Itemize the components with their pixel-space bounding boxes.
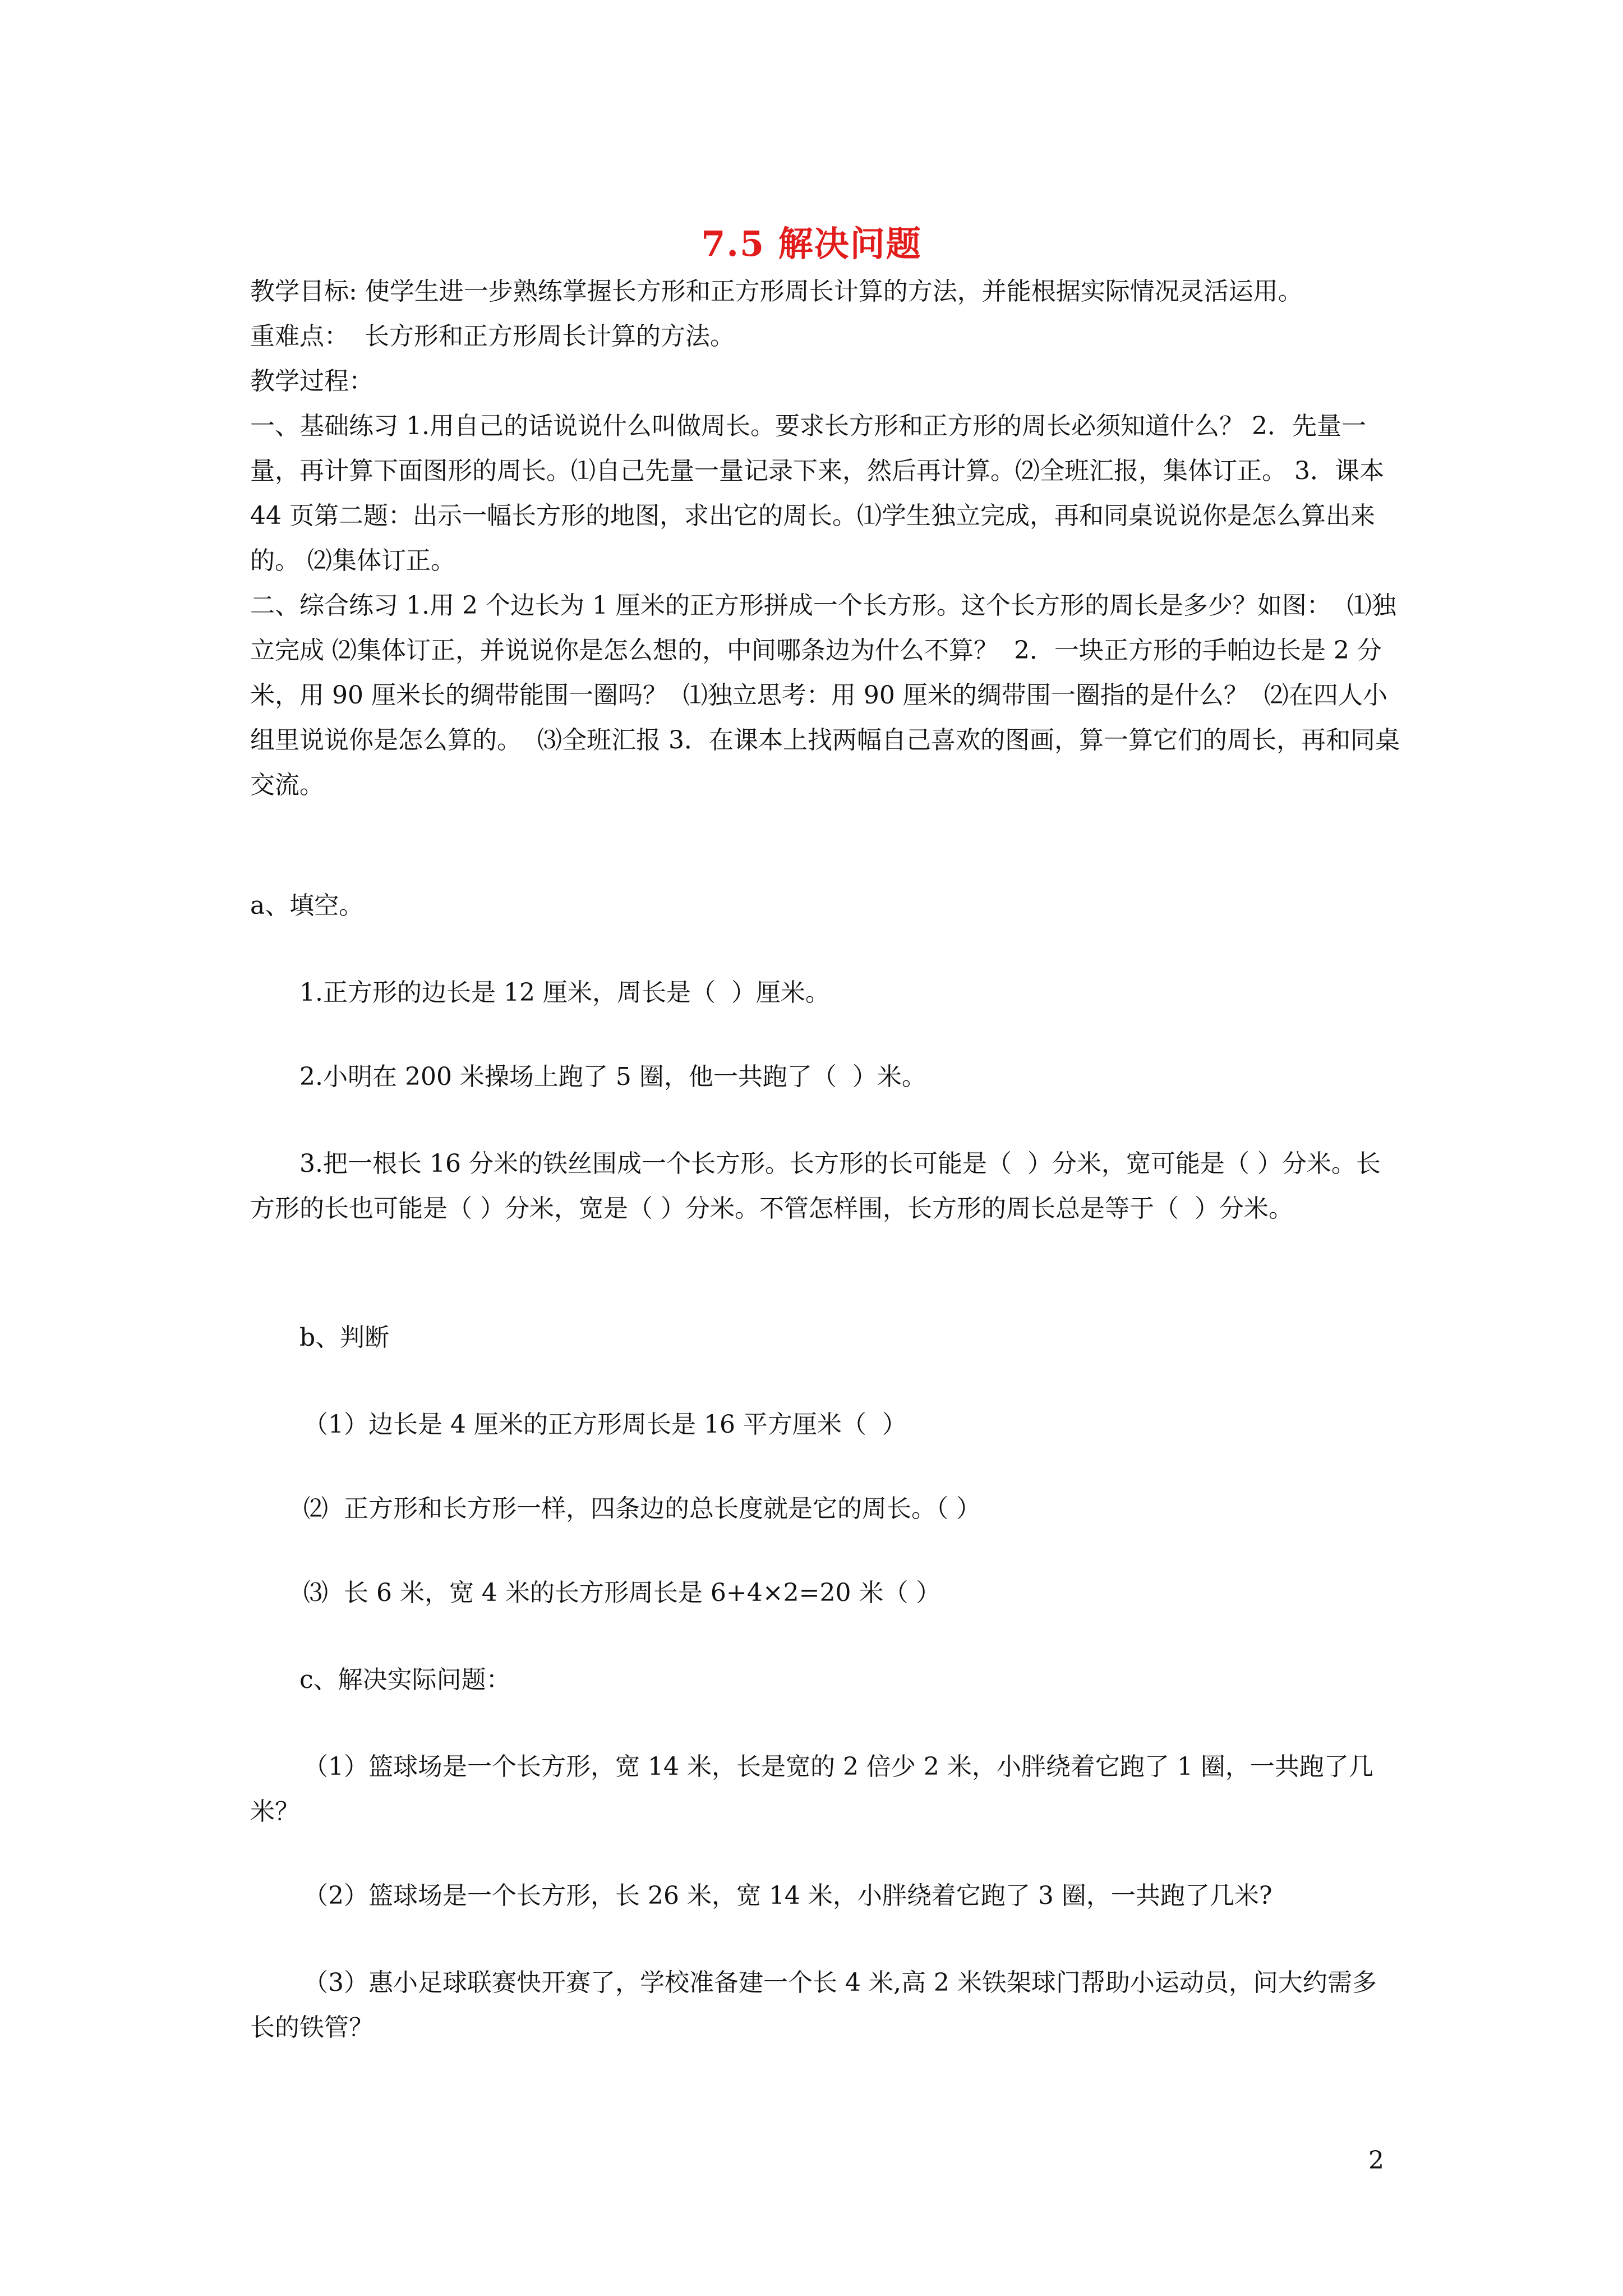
fill-blank-2: 2.小明在 200 米操场上跑了 5 圈，他一共跑了（ ）米。 <box>299 1062 926 1091</box>
intro-block <box>250 269 1400 808</box>
judge-item-2: ⑵ 正方形和长方形一样，四条边的总长度就是它的周长。（ ） <box>303 1494 981 1523</box>
part-a-heading: a、填空。 <box>250 891 364 920</box>
fill-blank-3: 3.把一根长 16 分米的铁丝围成一个长方形。长方形的长可能是（ ）分米，宽可能是（ ）分米。长方形的长也可能是（ ）分米，宽是（ ）分米。不管怎样围，长方形的周长总是等于（ ）分米。 <box>250 1149 1381 1223</box>
part-b-heading: b、判断 <box>299 1323 390 1352</box>
judge-item-1: （1）边长是 4 厘米的正方形周长是 16 平方厘米（ ） <box>303 1410 907 1439</box>
page-title: 7.5 解决问题 <box>701 223 922 264</box>
part-c-heading: c、解决实际问题： <box>299 1665 511 1694</box>
objective-paragraph: 教学目标: 使学生进一步熟练掌握长方形和正方形周长计算的方法，并能根据实际情况灵活运用。 <box>250 277 1303 306</box>
fill-blank-1: 1.正方形的边长是 12 厘米，周长是（ ）厘米。 <box>299 978 830 1007</box>
page-number: 2 <box>1368 2146 1384 2175</box>
problem-2: （2）篮球场是一个长方形，长 26 米，宽 14 米，小胖绕着它跑了 3 圈，一共跑了几米? <box>303 1881 1272 1910</box>
problem-1: （1）篮球场是一个长方形，宽 14 米，长是宽的 2 倍少 2 米，小胖绕着它跑了 1 圈，一共跑了几米？ <box>250 1752 1373 1826</box>
section-basic-practice: 一、基础练习 1.用自己的话说说什么叫做周长。要求长方形和正方形的周长必须知道什么？ 2．先量一量，再计算下面图形的周长。⑴自己先量一量记录下来，然后再计算。⑵全班汇报，集体订正。 3．课本 44 页第二题：出示一幅长方形的地图，求出它的周长。⑴学生独立完成，再和同桌说说你是怎么算出来的。 ⑵集体订正。 <box>250 412 1392 575</box>
problem-3: （3）惠小足球联赛快开赛了，学校准备建一个长 4 米,高 2 米铁架球门帮助小运动员，问大约需多长的铁管？ <box>250 1968 1377 2042</box>
judge-item-3: ⑶ 长 6 米，宽 4 米的长方形周长是 6+4×2=20 米（ ） <box>303 1579 941 1607</box>
difficulty-paragraph: 重难点： 长方形和正方形周长计算的方法。 <box>250 322 735 351</box>
process-label: 教学过程： <box>250 367 374 395</box>
section-comprehensive-practice: 二、综合练习 1.用 2 个边长为 1 厘米的正方形拼成一个长方形。这个长方形的周长是多少？如图： ⑴独立完成 ⑵集体订正，并说说你是怎么想的，中间哪条边为什么不算？ 2．一块正方形的手帕边长是 2 分米，用 90 厘米长的绸带能围一圈吗？ ⑴独立思考：用 90 厘米的绸带围一圈指的是什么？ ⑵在四人小组里说说你是怎么算的。 ⑶全班汇报 3．在课本上找两幅自己喜欢的图画，算一算它们的周长，再和同桌交流。 <box>250 591 1400 799</box>
